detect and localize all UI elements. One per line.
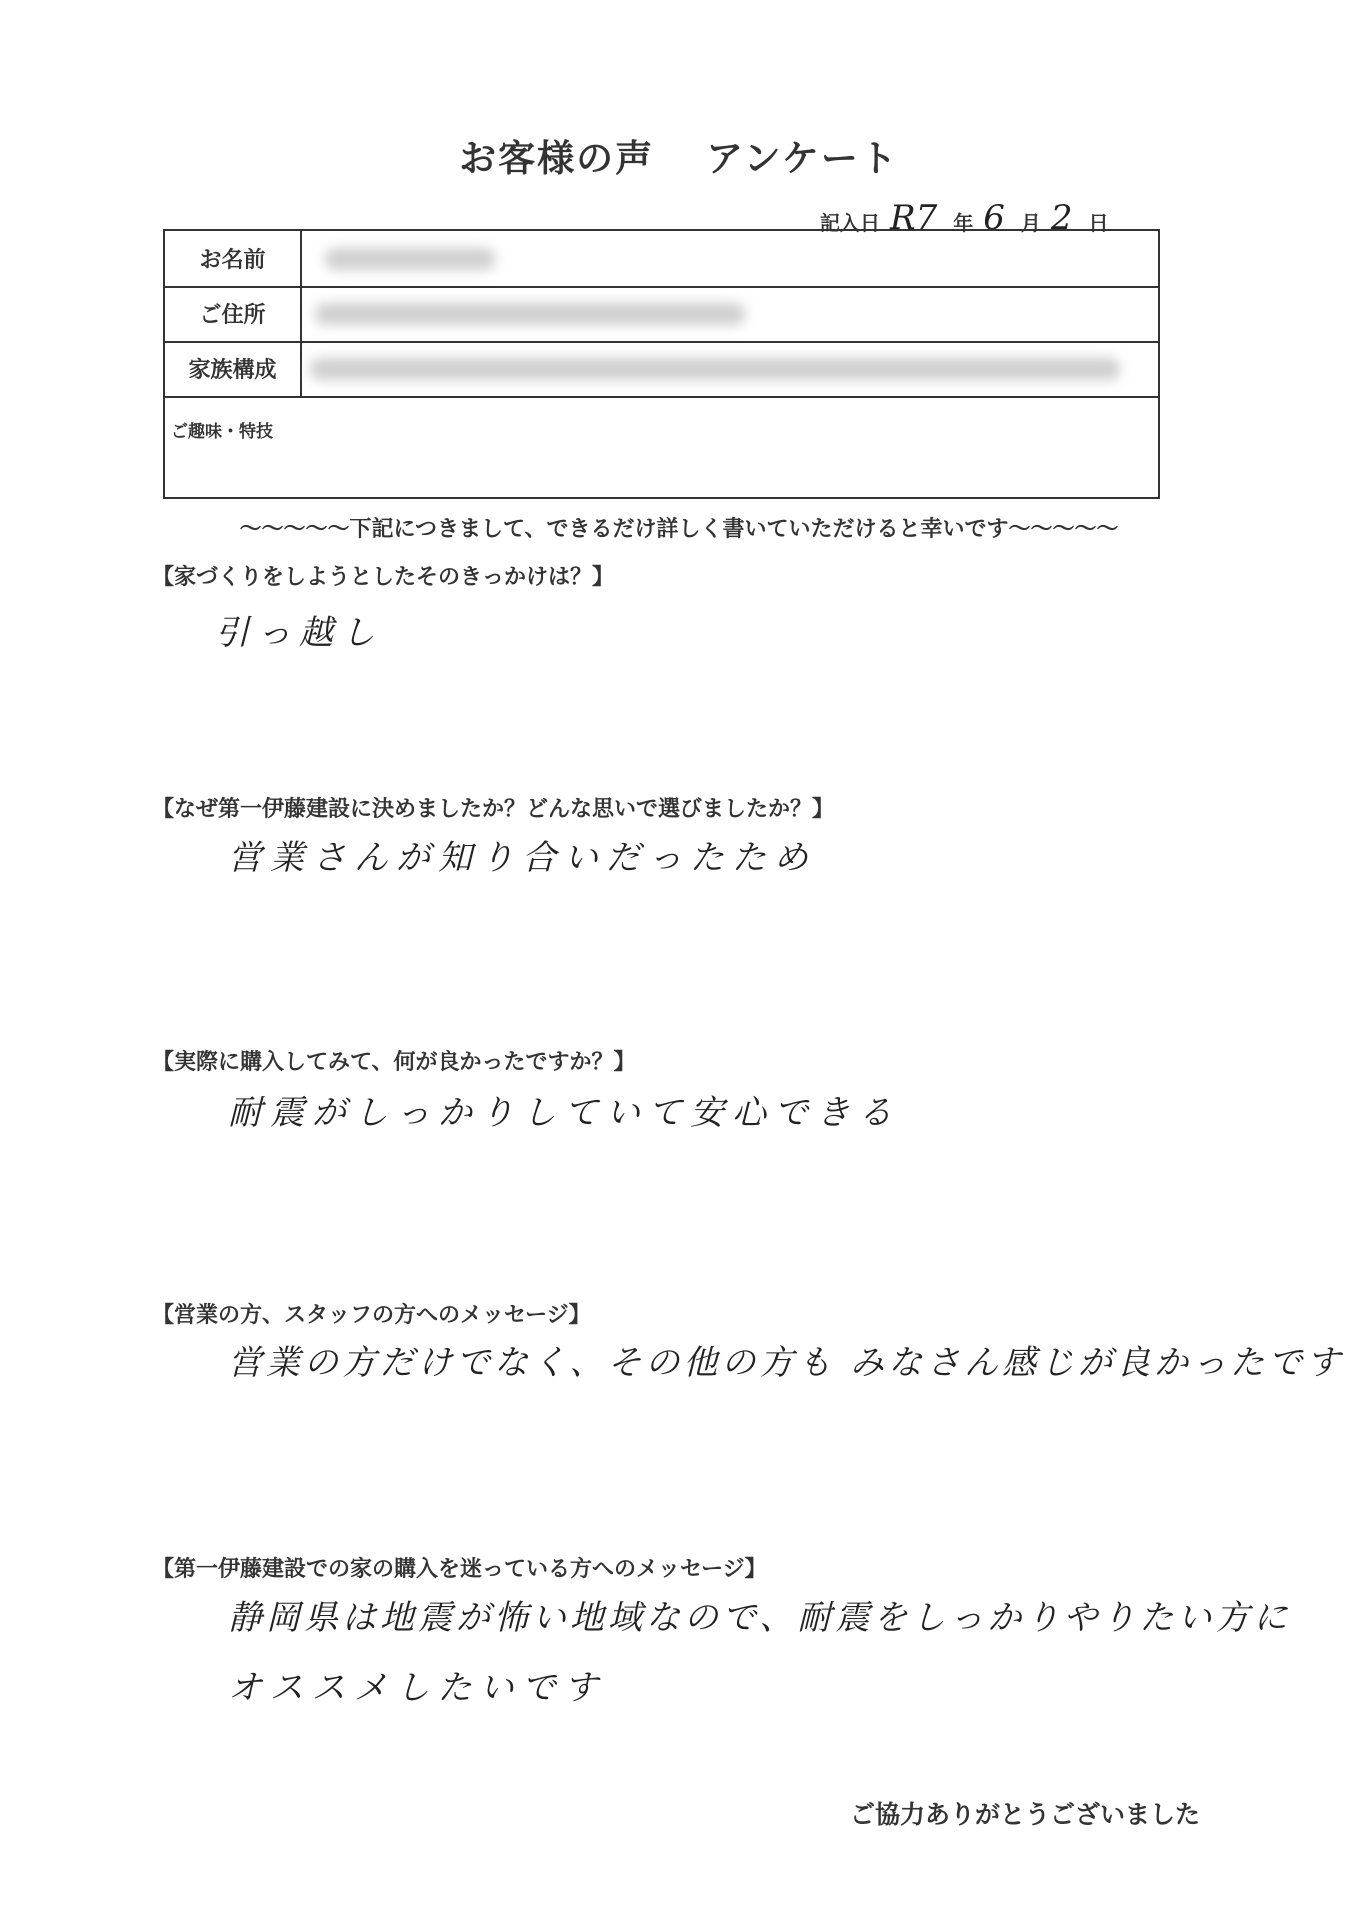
hobby-label: ご趣味・特技 xyxy=(171,422,273,442)
date-month: 6 xyxy=(983,198,1005,238)
question-label: 【第一伊藤建設での家の購入を迷っている方へのメッセージ】 xyxy=(152,1557,767,1582)
date-label: 記入日 xyxy=(820,211,880,235)
date-era-year: R7 xyxy=(890,198,938,238)
question-label: 【家づくりをしようとしたそのきっかけは？】 xyxy=(152,565,615,590)
family-value-redacted xyxy=(310,358,1120,380)
answer-text: 引っ越し xyxy=(215,613,383,653)
name-row xyxy=(165,231,1158,288)
title-left: お客様の声 xyxy=(459,137,655,180)
day-unit: 日 xyxy=(1088,211,1109,235)
month-unit: 月 xyxy=(1020,211,1041,235)
address-row xyxy=(165,286,1158,343)
instruction-note: ～～～～～下記につきまして、できるだけ詳しく書いていただけると幸いです～～～～～ xyxy=(239,517,1119,542)
answer-text: 静岡県は地震が怖い地域なので、耐震をしっかりやりたい方に xyxy=(228,1598,1292,1638)
answer-text: 営業の方だけでなく、その他の方も みなさん感じが良かったです xyxy=(228,1343,1345,1383)
family-label: 家族構成 xyxy=(165,341,302,396)
question-label: 【なぜ第一伊藤建設に決めましたか？どんな思いで選びましたか？】 xyxy=(152,797,835,822)
closing-message: ご協力ありがとうございました xyxy=(849,1800,1200,1829)
answer-text: 耐震がしっかりしていて安心できる xyxy=(228,1093,900,1133)
year-unit: 年 xyxy=(953,211,974,235)
title-right: アンケート xyxy=(706,137,899,180)
question-label: 【実際に購入してみて、何が良かったですか？】 xyxy=(152,1050,636,1075)
customer-info-table xyxy=(163,229,1160,499)
question-label: 【営業の方、スタッフの方へのメッセージ】 xyxy=(152,1303,591,1328)
answer-text-line2: オススメしたいです xyxy=(228,1668,606,1708)
name-value-redacted xyxy=(325,248,495,270)
page-title xyxy=(0,128,1358,182)
address-value-redacted xyxy=(315,303,745,325)
answer-text: 営業さんが知り合いだったため xyxy=(228,838,816,878)
family-row xyxy=(165,341,1158,398)
name-label: お名前 xyxy=(165,231,302,286)
date-day: 2 xyxy=(1050,198,1073,238)
address-label: ご住所 xyxy=(165,286,302,341)
